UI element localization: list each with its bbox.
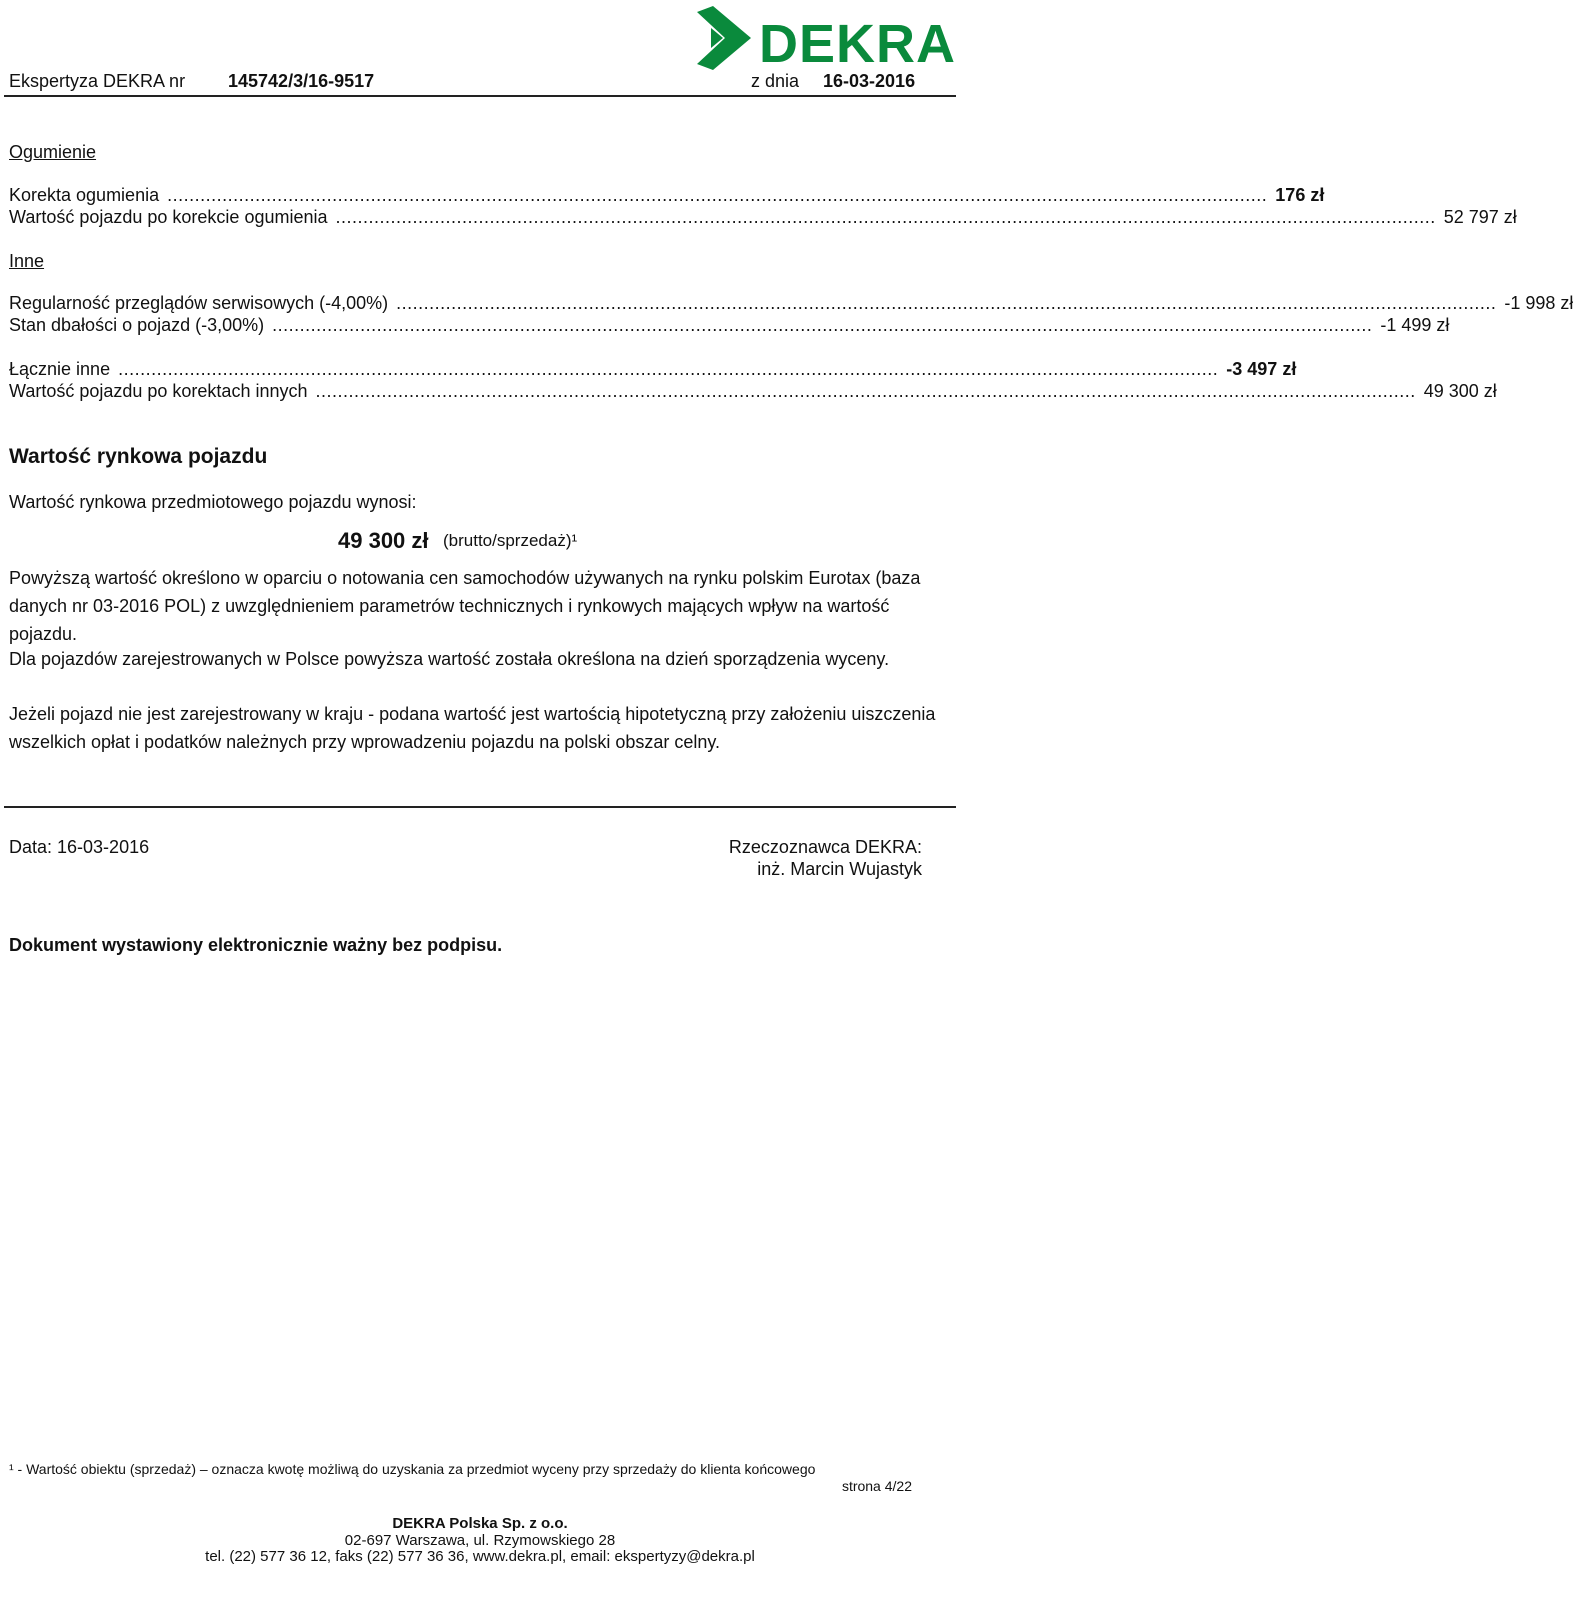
company-name: DEKRA Polska Sp. z o.o.: [392, 1515, 568, 1532]
service-regularity-row: [9, 293, 1573, 315]
footnote: ¹ - Wartość obiektu (sprzedaż) – oznacza kwotę możliwą do uzyskania za przedmiot wyceny przy sprzedaży do klienta końcowego: [9, 1461, 816, 1477]
expert-name: inż. Marcin Wujastyk: [757, 859, 922, 879]
market-value-amount: 49 300 zł: [338, 528, 429, 553]
tyres-value-row: [9, 207, 1517, 229]
row-value: -1 998 zł: [1504, 293, 1573, 313]
leader-dots: ........................................................................................................................................................................................................: [315, 381, 1416, 401]
report-title: Ekspertyza DEKRA nr: [9, 71, 186, 91]
valuation-date: Data: 16-03-2016: [9, 837, 150, 857]
expert-title: Rzeczoznawca DEKRA:: [728, 837, 922, 857]
row-label: Regularność przeglądów serwisowych (-4,00%): [9, 293, 389, 313]
market-value-heading: Wartość rynkowa pojazdu: [9, 445, 268, 468]
leader-dots: ........................................................................................................................................................................................................: [396, 293, 1497, 313]
row-label: Stan dbałości o pojazd (-3,00%): [9, 315, 265, 335]
row-label: Łącznie inne: [9, 359, 111, 379]
section-divider: [4, 806, 956, 808]
other-total-row: [9, 359, 1297, 381]
value-after-other-row: [9, 381, 1497, 403]
market-value-paragraph-2: Dla pojazdów zarejestrowanych w Polsce powyższa wartość została określona na dzień sporządzenia wyceny.: [9, 649, 890, 669]
company-contact: tel. (22) 577 36 12, faks (22) 577 36 36, www.dekra.pl, email: ekspertyzy@dekra.pl: [205, 1548, 755, 1565]
company-address: 02-697 Warszawa, ul. Rzymowskiego 28: [344, 1532, 616, 1549]
market-value-amount-note: (brutto/sprzedaż)¹: [443, 531, 578, 550]
row-label: Wartość pojazdu po korektach innych: [9, 381, 308, 401]
leader-dots: ........................................................................................................................................................................................................: [118, 359, 1219, 379]
section-heading-tyres[interactable]: Ogumienie: [9, 142, 97, 162]
market-value-intro: Wartość rynkowa przedmiotowego pojazdu wynosi:: [9, 492, 417, 512]
brand-wordmark: DEKRA: [759, 14, 957, 74]
row-label: Wartość pojazdu po korekcie ogumienia: [9, 207, 328, 227]
row-value: -1 499 zł: [1380, 315, 1450, 335]
leader-dots: ........................................................................................................................................................................................................: [335, 207, 1436, 227]
dekra-logo: [697, 6, 959, 80]
header-divider: [4, 95, 956, 97]
report-number: 145742/3/16-9517: [228, 71, 375, 91]
report-date: 16-03-2016: [823, 71, 916, 91]
report-date-label: z dnia: [751, 71, 800, 91]
page-number: strona 4/22: [841, 1478, 912, 1494]
row-label: Korekta ogumienia: [9, 185, 160, 205]
market-value-paragraph-3: Jeżeli pojazd nie jest zarejestrowany w kraju - podana wartość jest wartością hipotetyczną przy założeniu uiszczenia wszelkich opłat i podatków należnych przy wprowadzeniu pojazdu na polski obszar celny.: [9, 704, 936, 752]
row-value: 49 300 zł: [1423, 381, 1497, 401]
row-value: -3 497 zł: [1226, 359, 1297, 379]
leader-dots: ........................................................................................................................................................................................................: [272, 315, 1373, 335]
row-value: 176 zł: [1275, 185, 1325, 205]
row-value: 52 797 zł: [1443, 207, 1517, 227]
leader-dots: ........................................................................................................................................................................................................: [167, 185, 1268, 205]
market-value-paragraph-1: Powyższą wartość określono w oparciu o notowania cen samochodów używanych na rynku polskim Eurotax (baza danych nr 03-2016 POL) z uwzględnieniem parametrów technicznych i rynkowych mających wpływ na wartość pojazdu.: [9, 568, 921, 644]
electronic-document-notice: Dokument wystawiony elektronicznie ważny bez podpisu.: [9, 935, 503, 955]
section-heading-other[interactable]: Inne: [9, 251, 45, 271]
tyres-correction-row: [9, 185, 1325, 207]
care-condition-row: [9, 315, 1450, 337]
